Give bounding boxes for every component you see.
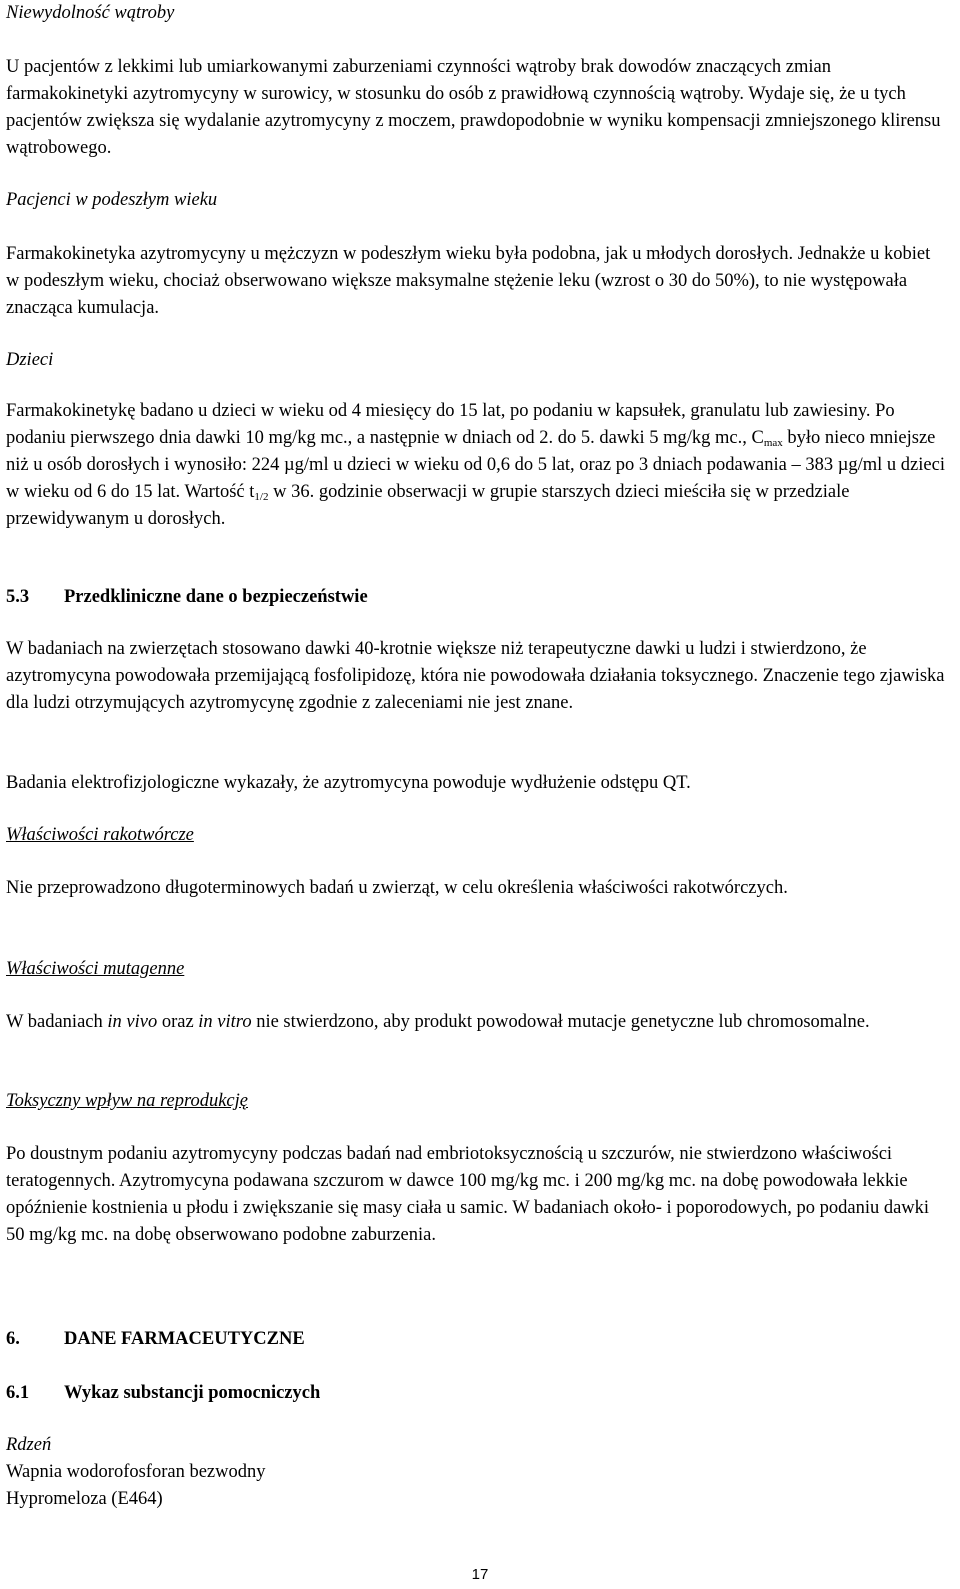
paragraph-preclinical-2: Badania elektrofizjologiczne wykazały, że azytromycyna powoduje wydłużenie odstępu QT. [6, 773, 691, 793]
paragraph-liver-failure: U pacjentów z lekkimi lub umiarkowanymi zaburzeniami czynności wątroby brak dowodów znaczących zmian farmakokinetyki azytromycyny w surowicy, w stosunku do osób z prawidłową czynnością wątroby. Wydaje się, że u tych pacjentów zwiększa się wydalanie azytromycyny z moczem, prawdopodobnie w wyniku kompensacji zmniejszonego klirensu wątrobowego. [6, 57, 941, 158]
in-vivo-term: in vivo [107, 1012, 158, 1032]
paragraph-mutagenic [6, 1009, 948, 1036]
heading-liver-failure: Niewydolność wątroby [6, 3, 175, 23]
paragraph-children [6, 398, 948, 533]
mutagenic-text-3: nie stwierdzono, aby produkt powodował mutacje genetyczne lub chromosomalne. [251, 1012, 870, 1032]
section-number: 5.3 [6, 587, 30, 607]
section-number: 6.1 [6, 1383, 30, 1403]
heading-core: Rdzeń [6, 1435, 52, 1455]
paragraph-preclinical-1: W badaniach na zwierzętach stosowano dawki 40-krotnie większe niż terapeutyczne dawki u ludzi i stwierdzono, że azytromycyna powodowała przemijającą fosfolipidozę, która nie powodowała działania toksycznego. Znaczenie tego zjawiska dla ludzi otrzymujących azytromycynę zgodnie z zaleceniami nie jest znane. [6, 639, 945, 713]
heading-children: Dzieci [6, 350, 54, 370]
section-number: 6. [6, 1329, 20, 1349]
page-number: 17 [471, 1566, 489, 1583]
paragraph-carcinogenic: Nie przeprowadzono długoterminowych badań u zwierząt, w celu określenia właściwości rakotwórczych. [6, 878, 788, 898]
section-title: DANE FARMACEUTYCZNE [64, 1329, 305, 1349]
heading-reproduction: Toksyczny wpływ na reprodukcję [6, 1091, 248, 1111]
excipient-item: Wapnia wodorofosforan bezwodny [6, 1462, 266, 1482]
mutagenic-text-1: W badaniach [6, 1012, 108, 1032]
paragraph-reproduction: Po doustnym podaniu azytromycyny podczas badań nad embriotoksycznością u szczurów, nie stwierdzono właściwości teratogennych. Azytromycyna podawana szczurom w dawce 100 mg/kg mc. i 200 mg/kg mc. na dobę powodowała lekkie opóźnienie kostnienia u płodu i zwiększanie się masy ciała u samic. W badaniach około- i poporodowych, po podaniu dawki 50 mg/kg mc. na dobę obserwowano podobne zaburzenia. [6, 1144, 930, 1245]
section-6-1-heading [6, 1380, 948, 1407]
section-5-3-heading [6, 584, 948, 611]
t-half-subscript: 1/2 [254, 491, 269, 503]
section-title: Wykaz substancji pomocniczych [64, 1383, 321, 1403]
in-vitro-term: in vitro [198, 1012, 252, 1032]
cmax-subscript: max [763, 437, 783, 449]
children-text-1: Farmakokinetykę badano u dzieci w wieku od 4 miesięcy do 15 lat, po podaniu w kapsułek, granulatu lub zawiesiny. Po podaniu pierwszego dnia dawki 10 mg/kg mc., a następnie w dniach od 2. do 5. dawki 5 mg/kg mc., C [6, 401, 895, 448]
section-title: Przedkliniczne dane o bezpieczeństwie [64, 587, 368, 607]
children-text-3: w 36. godzinie obserwacji w grupie starszych dzieci mieściła się w przedziale przewidywanym u dorosłych. [6, 482, 850, 529]
paragraph-elderly: Farmakokinetyka azytromycyny u mężczyzn w podeszłym wieku była podobna, jak u młodych dorosłych. Jednakże u kobiet w podeszłym wieku, chociaż obserwowano większe maksymalne stężenie leku (wzrost o 30 do 50%), to nie występowała znacząca kumulacja. [6, 244, 931, 318]
children-text-2: było nieco mniejsze niż u osób dorosłych i wynosiło: 224 µg/ml u dzieci w wieku od 0,6 do 5 lat, oraz po 3 dniach podawania – 383 µg/ml u dzieci w wieku od 6 do 15 lat. Wartość t [6, 428, 945, 502]
section-6-heading [6, 1326, 948, 1353]
mutagenic-text-2: oraz [157, 1012, 199, 1032]
heading-carcinogenic: Właściwości rakotwórcze [6, 825, 194, 845]
heading-mutagenic: Właściwości mutagenne [6, 959, 185, 979]
heading-elderly: Pacjenci w podeszłym wieku [6, 190, 218, 210]
excipient-item: Hypromeloza (E464) [6, 1489, 163, 1509]
